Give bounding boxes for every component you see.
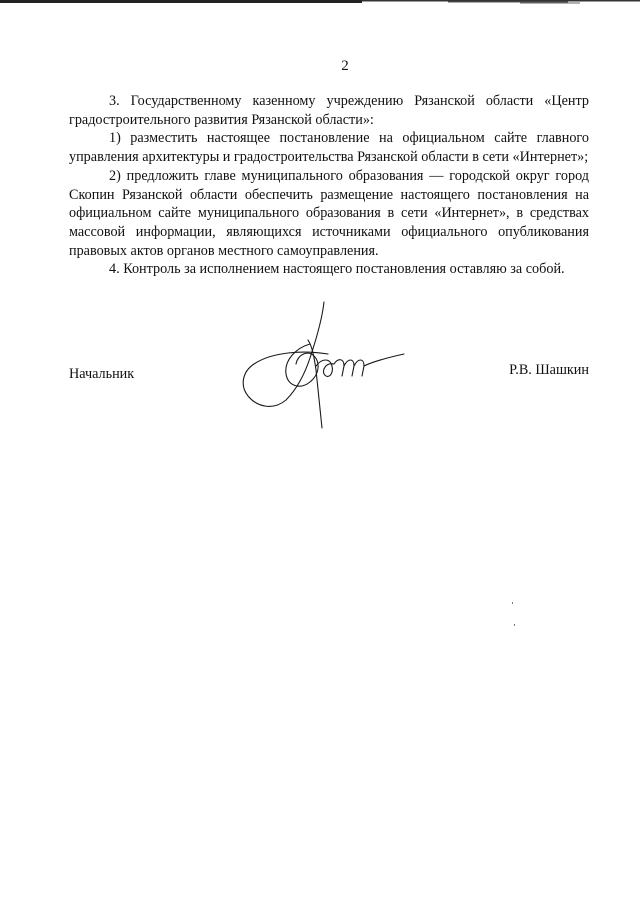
scan-edge: [0, 0, 640, 5]
paragraph-4: 4. Контроль за исполнением настоящего постановления оставляю за собой.: [109, 261, 565, 278]
signatory-name: Р.В. Шашкин: [509, 362, 589, 378]
paragraph-3: 3. Государственному казенному учреждению Рязанской области «Центр градостроительного развития Рязанской области»:: [69, 93, 589, 128]
page-number: 2: [341, 58, 349, 74]
scan-speck: [512, 602, 513, 604]
document-body: [69, 92, 589, 279]
scan-speck: [514, 624, 515, 626]
paragraph-3-1: 1) разместить настоящее постановление на официальном сайте главного управления архитектуры и градостроительства Рязанской области в сети «Интернет»;: [69, 130, 589, 166]
handwritten-signature: [238, 300, 418, 435]
paragraph-3-2: 2) предложить главе муниципального образования — городской округ город Скопин Рязанской области обеспечить размещение настоящего постановления на официальном сайте муниципального образования в сети «Интернет», в средствах массовой информации, являющихся источниками официального опубликования правовых актов органов местного самоуправления.: [69, 167, 589, 259]
signatory-title: Начальник: [69, 366, 135, 382]
